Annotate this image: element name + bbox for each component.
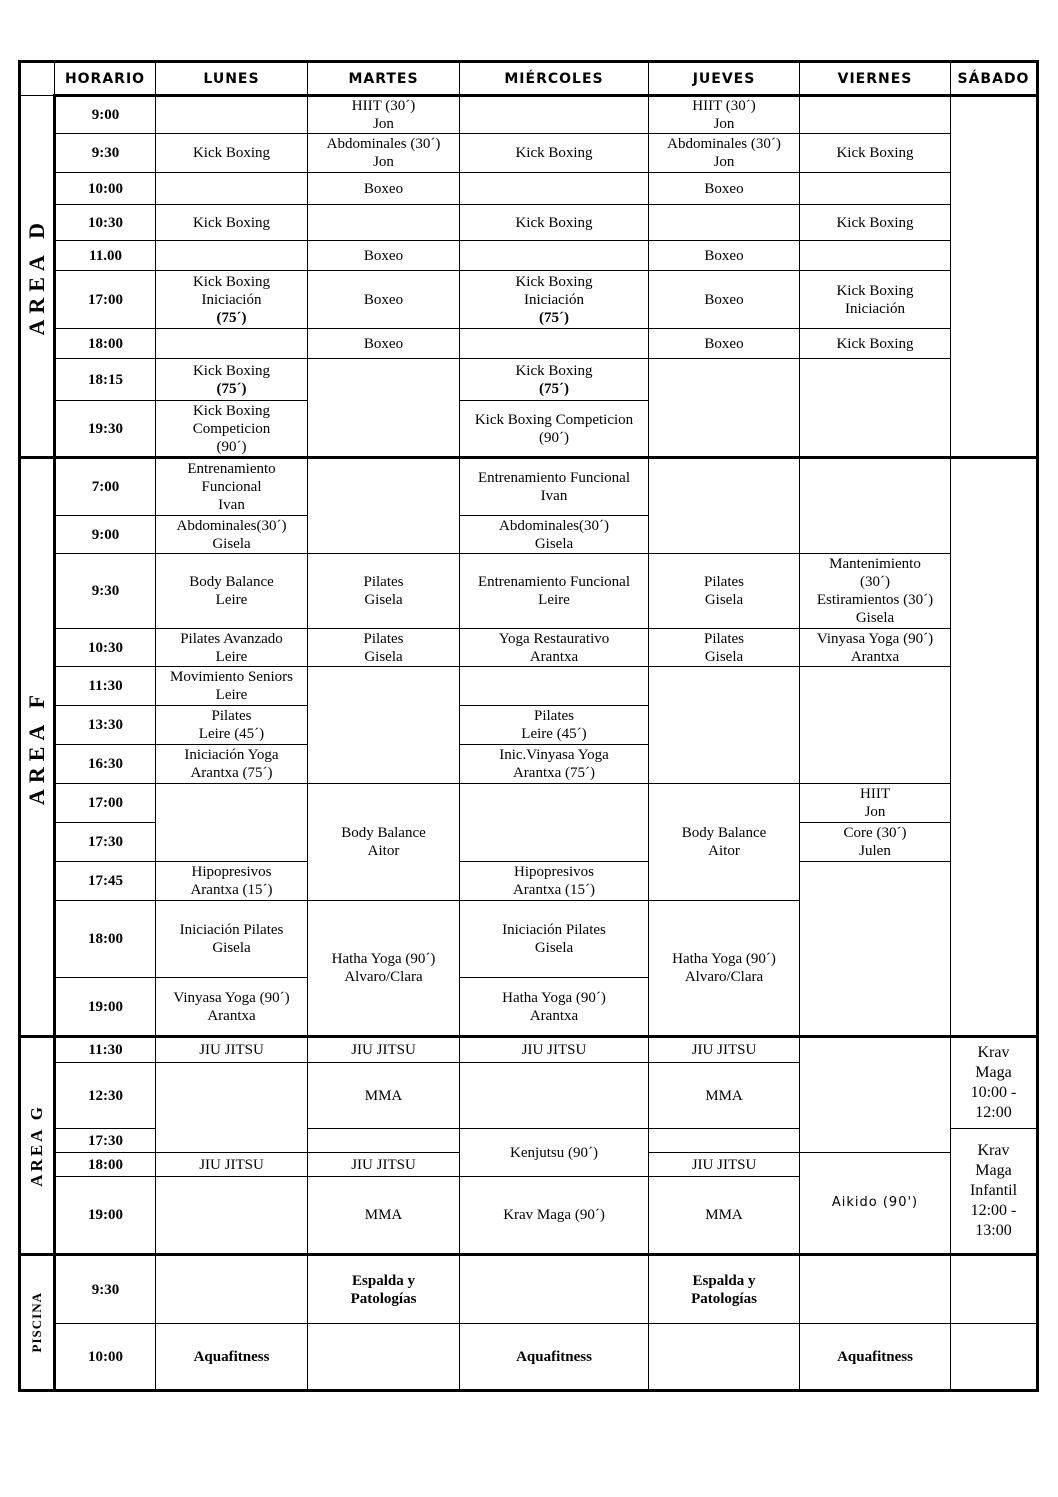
area-d-label	[20, 96, 55, 458]
class-cell	[649, 1255, 800, 1324]
class-name: HIIT (30´)	[692, 98, 756, 114]
class-name: Krav	[977, 1044, 1010, 1061]
empty-cell	[800, 1255, 951, 1324]
class-cell	[951, 1129, 1038, 1255]
table-row	[20, 1324, 1038, 1391]
time-cell: 10:00	[55, 1324, 156, 1391]
time-cell: 12:30	[55, 1063, 156, 1129]
class-cell	[800, 629, 951, 667]
time-cell: 10:30	[55, 629, 156, 667]
class-instructor: Leire	[538, 592, 570, 608]
class-cell	[156, 901, 308, 978]
class-name: Abdominales (30´)	[326, 136, 441, 152]
class-cell	[156, 516, 308, 554]
class-instructor: Arantxa (75´)	[190, 765, 273, 781]
class-cell	[156, 554, 308, 629]
time-cell: 11.00	[55, 241, 156, 271]
class-instructor: Gisela	[704, 592, 744, 608]
empty-cell	[800, 96, 951, 134]
class-cell: MMA	[308, 1177, 460, 1255]
table-row	[20, 205, 1038, 241]
header-viernes: VIERNES	[800, 62, 951, 96]
header-miercoles: MIÉRCOLES	[460, 62, 649, 96]
class-instructor: Alvaro/Clara	[684, 969, 764, 985]
class-instructor: Gisela	[704, 648, 744, 665]
class-instructor: Arantxa (75´)	[512, 765, 596, 781]
empty-cell	[156, 1063, 308, 1153]
class-cell	[460, 629, 649, 667]
class-cell	[308, 554, 460, 629]
header-martes: MARTES	[308, 62, 460, 96]
class-name: HIIT	[860, 786, 890, 802]
time-cell: 18:00	[55, 901, 156, 978]
class-instructor: Gisela	[212, 535, 251, 552]
table-row	[20, 784, 1038, 823]
class-name: Movimiento Seniors	[170, 669, 293, 685]
class-name: Kick Boxing	[515, 362, 593, 379]
class-name: Mantenimiento	[829, 556, 921, 572]
class-name: Patologías	[691, 1290, 757, 1307]
class-name: Entrenamiento Funcional	[477, 470, 631, 486]
class-name: Hatha Yoga (90´)	[331, 951, 436, 967]
class-name: Hatha Yoga (90´)	[672, 951, 776, 967]
class-name: Krav	[977, 1142, 1010, 1159]
class-instructor: Gisela	[364, 592, 403, 608]
class-cell: Boxeo	[649, 271, 800, 329]
time-cell: 18:15	[55, 359, 156, 401]
time-cell: 19:00	[55, 1177, 156, 1255]
empty-cell	[800, 359, 951, 458]
class-name: Core (30´)	[843, 825, 907, 841]
empty-cell	[460, 329, 649, 359]
class-cell	[460, 978, 649, 1037]
class-instructor: Arantxa	[207, 1007, 256, 1024]
empty-cell	[308, 1324, 460, 1391]
class-cell	[460, 554, 649, 629]
class-duration: (90´)	[216, 438, 247, 455]
class-cell: Kick Boxing	[460, 134, 649, 173]
class-cell	[460, 862, 649, 901]
class-level: Competicion	[192, 420, 271, 437]
class-name: Kick Boxing	[515, 273, 593, 290]
class-duration: (75´)	[539, 309, 569, 326]
time-cell: 9:00	[55, 516, 156, 554]
class-instructor: Ivan	[218, 497, 245, 513]
empty-cell	[460, 1063, 649, 1129]
empty-cell	[649, 359, 800, 458]
class-name: Kick Boxing Competicion	[474, 411, 634, 428]
header-row	[20, 62, 1038, 96]
time-cell: 11:30	[55, 667, 156, 706]
class-name: Body Balance	[189, 574, 274, 590]
class-cell	[649, 784, 800, 901]
class-cell	[460, 359, 649, 401]
empty-cell	[800, 173, 951, 205]
table-row	[20, 458, 1038, 516]
class-cell	[800, 823, 951, 862]
class-instructor: Arantxa (15´)	[190, 882, 273, 898]
class-cell	[460, 706, 649, 745]
empty-cell	[308, 458, 460, 554]
class-instructor: Leire (45´)	[521, 726, 587, 742]
empty-cell	[156, 1177, 308, 1255]
class-name: Patologías	[350, 1290, 417, 1307]
class-cell	[156, 862, 308, 901]
class-instructor: Gisela	[212, 940, 251, 956]
class-cell	[460, 745, 649, 784]
class-instructor: Gisela	[534, 535, 574, 552]
class-cell	[460, 458, 649, 516]
empty-cell	[460, 241, 649, 271]
time-cell: 11:30	[55, 1037, 156, 1063]
empty-cell	[156, 173, 308, 205]
time-cell: 17:45	[55, 862, 156, 901]
class-cell	[649, 629, 800, 667]
table-row	[20, 1037, 1038, 1063]
table-row	[20, 667, 1038, 706]
class-instructor: Leire	[215, 648, 248, 665]
class-name: Pilates Avanzado	[180, 630, 283, 647]
class-cell	[156, 745, 308, 784]
empty-cell	[800, 1037, 951, 1153]
table-row	[20, 554, 1038, 629]
class-name: Maga	[975, 1064, 1012, 1081]
class-cell	[460, 901, 649, 978]
class-cell: MMA	[649, 1177, 800, 1255]
empty-cell	[460, 667, 649, 706]
empty-cell	[800, 862, 951, 1037]
table-row	[20, 629, 1038, 667]
time-cell: 17:30	[55, 823, 156, 862]
class-name: Hipopresivos	[514, 864, 594, 880]
header-horario: HORARIO	[55, 62, 156, 96]
empty-cell	[156, 784, 308, 862]
class-cell: Boxeo	[308, 271, 460, 329]
class-cell: Krav Maga (90´)	[460, 1177, 649, 1255]
class-duration: (90´)	[539, 429, 569, 446]
class-cell: Kick Boxing	[156, 205, 308, 241]
empty-cell	[460, 96, 649, 134]
time-cell: 9:30	[55, 1255, 156, 1324]
class-name: Abdominales(30´)	[499, 517, 609, 534]
empty-cell	[951, 1324, 1038, 1391]
time-cell: 17:00	[55, 784, 156, 823]
class-name: Entrenamiento Funcional	[477, 574, 631, 590]
empty-cell	[800, 458, 951, 554]
class-cell	[308, 901, 460, 1037]
class-cell	[800, 271, 951, 329]
class-cell	[460, 271, 649, 329]
class-cell: JIU JITSU	[308, 1037, 460, 1063]
class-duration: (30´)	[860, 574, 890, 590]
class-name: Pilates	[363, 630, 404, 647]
class-instructor: Jon	[864, 804, 886, 820]
class-cell: Aikido (90')	[800, 1153, 951, 1255]
class-name: Kick Boxing	[192, 362, 271, 379]
empty-cell	[951, 1255, 1038, 1324]
class-instructor: Arantxa	[529, 648, 579, 665]
class-cell	[800, 554, 951, 629]
class-name: Abdominales (30´)	[667, 136, 781, 152]
class-instructor: Leire (45´)	[198, 726, 265, 742]
class-cell: Boxeo	[649, 241, 800, 271]
class-cell	[308, 1255, 460, 1324]
class-cell: Kick Boxing	[156, 134, 308, 173]
class-cell	[800, 784, 951, 823]
class-name: Espalda y	[692, 1272, 756, 1289]
class-instructor: Jon	[713, 154, 735, 170]
class-cell	[156, 458, 308, 516]
time-cell: 19:30	[55, 401, 156, 458]
class-name: Pilates	[363, 574, 404, 590]
table-row	[20, 329, 1038, 359]
table-row	[20, 134, 1038, 173]
time-cell: 9:00	[55, 96, 156, 134]
area-f-label	[20, 458, 55, 1037]
time-cell: 10:00	[55, 173, 156, 205]
class-cell	[156, 978, 308, 1037]
time-cell: 9:30	[55, 554, 156, 629]
class-cell: Kick Boxing	[800, 205, 951, 241]
class-duration: (75´)	[539, 380, 569, 397]
class-cell: JIU JITSU	[649, 1037, 800, 1063]
class-name: Body Balance	[341, 825, 426, 841]
class-cell	[308, 629, 460, 667]
class-instructor: Arantxa	[529, 1007, 579, 1024]
class-name: Vinyasa Yoga (90´)	[173, 989, 290, 1006]
class-cell: Kick Boxing	[800, 134, 951, 173]
piscina-label	[20, 1255, 55, 1391]
class-level: Iniciación	[845, 300, 905, 317]
class-cell: Boxeo	[649, 173, 800, 205]
area-g-label	[20, 1037, 55, 1255]
time-cell: 17:00	[55, 271, 156, 329]
time-cell: 19:00	[55, 978, 156, 1037]
class-name: Hipopresivos	[191, 864, 272, 880]
empty-cell	[308, 667, 460, 784]
class-name: HIIT (30´)	[351, 98, 416, 114]
empty-cell	[460, 784, 649, 862]
class-cell	[156, 667, 308, 706]
empty-cell	[800, 241, 951, 271]
class-name: Kick Boxing	[192, 273, 271, 290]
class-level: Iniciación	[201, 291, 262, 308]
class-name: Hatha Yoga (90´)	[502, 989, 606, 1006]
class-instructor: Gisela	[364, 648, 403, 665]
empty-cell	[649, 205, 800, 241]
class-time: 13:00	[975, 1222, 1012, 1239]
empty-cell	[649, 1324, 800, 1391]
time-cell: 16:30	[55, 745, 156, 784]
class-cell	[460, 401, 649, 458]
class-instructor: Jon	[713, 116, 735, 132]
time-cell: 10:30	[55, 205, 156, 241]
class-name: Vinyasa Yoga (90´)	[816, 630, 934, 647]
class-cell	[649, 901, 800, 1037]
class-cell	[156, 271, 308, 329]
table-row	[20, 359, 1038, 401]
class-cell: Kick Boxing	[460, 205, 649, 241]
class-cell	[951, 1037, 1038, 1129]
table-row	[20, 1255, 1038, 1324]
class-name: Body Balance	[681, 825, 767, 841]
empty-cell	[951, 458, 1038, 1037]
class-name: Entrenamiento	[187, 461, 276, 477]
class-name: Iniciación Pilates	[502, 922, 606, 938]
table-row	[20, 271, 1038, 329]
weekly-class-schedule-table	[18, 60, 1039, 1392]
class-cell: MMA	[308, 1063, 460, 1129]
class-name: Abdominales(30´)	[176, 517, 287, 534]
class-cell: Boxeo	[308, 329, 460, 359]
class-cell	[649, 96, 800, 134]
class-level: Iniciación	[524, 291, 584, 308]
class-duration: (75´)	[216, 309, 247, 326]
empty-cell	[460, 1255, 649, 1324]
class-instructor: Gisela	[534, 940, 574, 956]
empty-cell	[460, 173, 649, 205]
class-name: Funcional	[201, 479, 262, 495]
class-duration: (75´)	[216, 380, 247, 397]
time-cell: 13:30	[55, 706, 156, 745]
class-cell	[156, 706, 308, 745]
empty-cell	[649, 458, 800, 554]
table-row	[20, 241, 1038, 271]
time-cell: 18:00	[55, 329, 156, 359]
class-instructor: Leire	[215, 687, 248, 703]
area-d-text: AREA D	[24, 216, 49, 336]
class-cell	[649, 134, 800, 173]
time-cell: 17:30	[55, 1129, 156, 1153]
empty-cell	[308, 359, 460, 458]
empty-cell	[156, 96, 308, 134]
class-cell: MMA	[649, 1063, 800, 1129]
class-instructor: Leire	[215, 592, 248, 608]
class-instructor: Julen	[859, 843, 891, 859]
header-jueves: JUEVES	[649, 62, 800, 96]
class-instructor: Jon	[373, 116, 394, 132]
class-cell	[308, 784, 460, 901]
class-time: 10:00 -	[970, 1084, 1017, 1101]
class-time: 12:00 -	[970, 1202, 1017, 1219]
class-cell	[649, 554, 800, 629]
class-name: Pilates	[704, 574, 744, 590]
table-row	[20, 862, 1038, 901]
time-cell: 9:30	[55, 134, 156, 173]
area-f-text: AREA F	[24, 688, 49, 806]
class-name: Infantil	[969, 1182, 1018, 1199]
class-cell	[460, 516, 649, 554]
class-instructor: Aitor	[367, 843, 400, 859]
class-cell: Kenjutsu (90´)	[460, 1129, 649, 1177]
class-cell: Aquafitness	[800, 1324, 951, 1391]
class-instructor: Arantxa (15´)	[512, 882, 596, 898]
class-time: 12:00	[975, 1104, 1012, 1121]
table-row	[20, 173, 1038, 205]
empty-cell	[800, 667, 951, 784]
class-cell: JIU JITSU	[156, 1037, 308, 1063]
empty-cell	[649, 1129, 800, 1153]
class-cell: Aquafitness	[156, 1324, 308, 1391]
class-cell: Kick Boxing	[800, 329, 951, 359]
class-instructor: Gisela	[855, 610, 895, 626]
class-name: Estiramientos (30´)	[816, 592, 934, 608]
class-name: Pilates	[211, 708, 252, 724]
empty-cell	[649, 667, 800, 784]
class-instructor: Aitor	[708, 843, 740, 859]
class-name: Iniciación Pilates	[179, 922, 284, 938]
piscina-text: PISCINA	[29, 1292, 44, 1353]
empty-cell	[156, 1255, 308, 1324]
class-name: Espalda y	[352, 1272, 415, 1289]
header-sabado: SÁBADO	[951, 62, 1038, 96]
class-name: Pilates	[534, 708, 574, 724]
class-instructor: Arantxa	[850, 648, 900, 665]
class-name: Yoga Restaurativo	[498, 630, 610, 647]
class-name: Kick Boxing	[192, 402, 271, 419]
class-instructor: Ivan	[540, 488, 568, 504]
class-name: Kick Boxing	[836, 282, 914, 299]
class-name: Inic.Vinyasa Yoga	[499, 747, 609, 763]
class-cell: Boxeo	[308, 241, 460, 271]
empty-cell	[156, 241, 308, 271]
class-cell: Aquafitness	[460, 1324, 649, 1391]
class-cell: JIU JITSU	[460, 1037, 649, 1063]
class-cell	[308, 96, 460, 134]
class-cell	[156, 401, 308, 458]
header-lunes: LUNES	[156, 62, 308, 96]
class-cell: JIU JITSU	[308, 1153, 460, 1177]
time-cell: 7:00	[55, 458, 156, 516]
empty-cell	[951, 96, 1038, 458]
class-name: Pilates	[704, 630, 744, 647]
class-cell: Boxeo	[308, 173, 460, 205]
area-g-text: AREA G	[27, 1104, 46, 1187]
class-cell	[156, 359, 308, 401]
class-name: Iniciación Yoga	[184, 747, 279, 763]
class-name: Maga	[975, 1162, 1012, 1179]
empty-cell	[308, 205, 460, 241]
class-cell: JIU JITSU	[649, 1153, 800, 1177]
empty-cell	[308, 1129, 460, 1153]
time-cell: 18:00	[55, 1153, 156, 1177]
empty-cell	[156, 329, 308, 359]
table-row	[20, 96, 1038, 134]
header-corner	[20, 62, 55, 96]
class-cell	[156, 629, 308, 667]
class-instructor: Alvaro/Clara	[344, 969, 423, 985]
class-cell: JIU JITSU	[156, 1153, 308, 1177]
class-cell	[308, 134, 460, 173]
class-instructor: Jon	[373, 154, 394, 170]
class-cell: Boxeo	[649, 329, 800, 359]
